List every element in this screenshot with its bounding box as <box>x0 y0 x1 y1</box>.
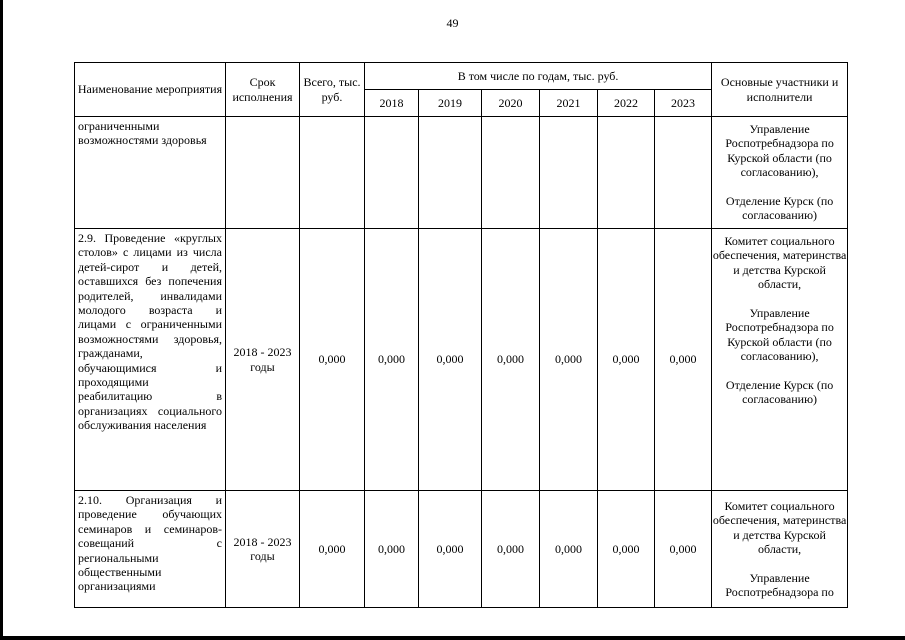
header-name: Наименование мероприятия <box>75 63 226 117</box>
year-value-cell <box>482 117 540 229</box>
participants-cell: Комитет социального обеспечения, материнства и детства Курской области, Управление Роспотребнадзора по Курской области (по согласованию), Отделение Курск (по согласованию) <box>712 229 848 491</box>
total-cell <box>300 117 365 229</box>
year-value-cell: 0,000 <box>540 229 598 491</box>
year-value-cell: 0,000 <box>598 229 655 491</box>
year-value-cell: 0,000 <box>365 491 419 608</box>
header-by-years: В том числе по годам, тыс. руб. <box>365 63 712 90</box>
period-cell <box>226 117 300 229</box>
activity-name-cell: ограниченными возможностями здоровья <box>75 117 226 229</box>
year-value-cell: 0,000 <box>365 229 419 491</box>
scan-bottom-edge <box>0 636 905 640</box>
activity-name-cell: 2.9. Проведение «круглых столов» с лицами из числа детей-сирот и детей, оставшихся без попечения родителей, инвалидами молодого возраста и лицами с ограниченными возможностями здоровья, гражданами, обучающимися и проходящими реабилитацию в организациях социального обслуживания населения <box>75 229 226 491</box>
year-value-cell: 0,000 <box>540 491 598 608</box>
year-value-cell: 0,000 <box>482 229 540 491</box>
year-value-cell <box>365 117 419 229</box>
header-row <box>75 63 848 90</box>
total-cell: 0,000 <box>300 491 365 608</box>
year-value-cell <box>540 117 598 229</box>
year-value-cell: 0,000 <box>655 491 712 608</box>
header-year-2023: 2023 <box>655 90 712 117</box>
year-value-cell: 0,000 <box>655 229 712 491</box>
year-value-cell <box>598 117 655 229</box>
header-year-2019: 2019 <box>419 90 482 117</box>
year-value-cell <box>419 117 482 229</box>
year-value-cell <box>655 117 712 229</box>
year-value-cell: 0,000 <box>482 491 540 608</box>
participants-cell: Комитет социального обеспечения, материнства и детства Курской области, Управление Роспотребнадзора по <box>712 491 848 608</box>
header-year-2021: 2021 <box>540 90 598 117</box>
activities-table <box>74 62 848 608</box>
period-cell: 2018 - 2023 годы <box>226 491 300 608</box>
header-total: Всего, тыс. руб. <box>300 63 365 117</box>
header-year-2022: 2022 <box>598 90 655 117</box>
page-number: 49 <box>446 16 459 30</box>
header-period: Срок исполнения <box>226 63 300 117</box>
header-participants: Основные участники и исполнители <box>712 63 848 117</box>
table-row <box>75 491 848 608</box>
year-value-cell: 0,000 <box>598 491 655 608</box>
table-row <box>75 117 848 229</box>
header-year-2020: 2020 <box>482 90 540 117</box>
period-cell: 2018 - 2023 годы <box>226 229 300 491</box>
header-year-2018: 2018 <box>365 90 419 117</box>
scan-left-edge <box>0 0 3 640</box>
table-row <box>75 229 848 491</box>
year-value-cell: 0,000 <box>419 229 482 491</box>
total-cell: 0,000 <box>300 229 365 491</box>
activity-name-cell: 2.10. Организация и проведение обучающих семинаров и семинаров-совещаний с региональными общественными организациями <box>75 491 226 608</box>
participants-cell: Управление Роспотребнадзора по Курской области (по согласованию), Отделение Курск (по согласованию) <box>712 117 848 229</box>
year-value-cell: 0,000 <box>419 491 482 608</box>
